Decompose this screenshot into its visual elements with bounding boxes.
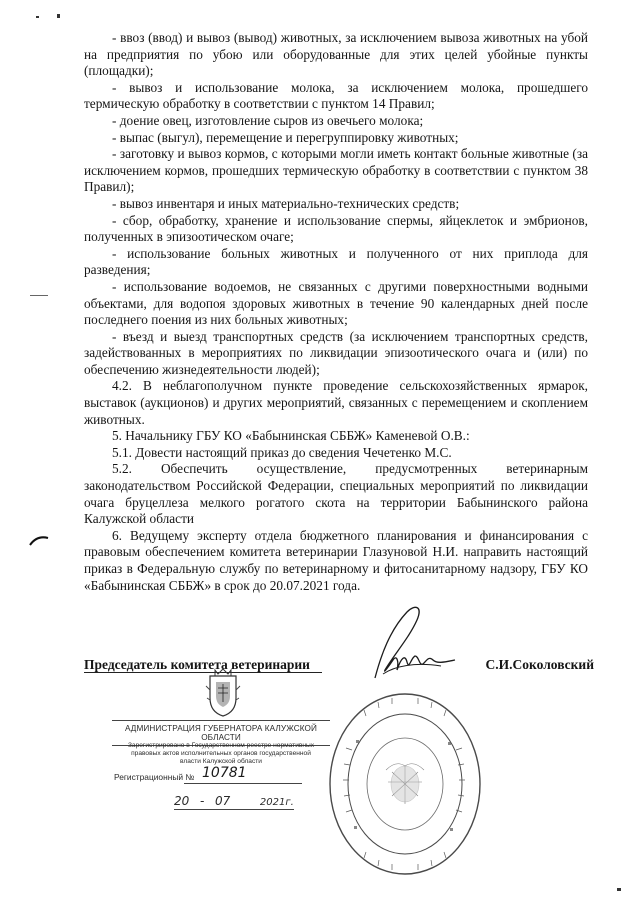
hole-punch-arc bbox=[28, 533, 50, 547]
paragraph: - въезд и выезд транспортных средств (за исключением транспортных средств, задействованных в мероприятиях по ликвидации эпизоотического очага и (или) по обеспечению жизнедеятельности людей); bbox=[84, 328, 588, 377]
scan-dot bbox=[617, 888, 621, 891]
paragraph: - выпас (выгул), перемещение и перегруппировку животных; bbox=[112, 129, 459, 145]
paragraph: - использование водоемов, не связанных с другими поверхностными водными объектами, для водопоя здоровых животных в течение 90 календарных дней после последнего поения из них больных животных; bbox=[84, 278, 588, 328]
registration-number-underline bbox=[184, 783, 302, 784]
order-text bbox=[84, 30, 588, 594]
registration-date-month: 07 bbox=[214, 794, 231, 808]
scan-dot bbox=[57, 14, 60, 18]
paragraph: - вывоз и использование молока, за исключением молока, прошедшего термическую обработку в соответствии с пунктом 14 Правил; bbox=[84, 79, 588, 112]
coat-of-arms-icon bbox=[204, 668, 242, 718]
registration-date-underline bbox=[174, 809, 294, 810]
paragraph: - ввоз (ввод) и вывоз (вывод) животных, за исключением вывоза животных на убой на предприятия по убою или оборудованные для этих целей убойные пункты (площадки); bbox=[84, 30, 588, 79]
scan-dot bbox=[36, 16, 39, 18]
stamp-registry-note: Зарегистрировано в Государственном реестре нормативных правовых актов исполнительных органов государственной власти Калужской области bbox=[127, 742, 315, 766]
paragraph: - сбор, обработку, хранение и использование спермы, яйцеклеток и эмбрионов, полученных в эпизоотическом очаге; bbox=[84, 212, 588, 245]
paragraph: - заготовку и вывоз кормов, с которыми могли иметь контакт больные животные (за исключением кормов, прошедших термическую обработку в соответствии с пунктом 38 Правил); bbox=[84, 146, 588, 195]
stamp-organization: АДМИНИСТРАЦИЯ ГУБЕРНАТОРА КАЛУЖСКОЙ ОБЛАСТИ bbox=[112, 720, 330, 746]
registration-number: 10781 bbox=[202, 765, 247, 781]
scan-dash bbox=[30, 295, 48, 296]
paragraph: - доение овец, изготовление сыров из овечьего молока; bbox=[112, 112, 424, 128]
paragraph: - вывоз инвентаря и иных материально-технических средств; bbox=[112, 195, 460, 211]
paragraph: 4.2. В неблагополучном пункте проведение сельскохозяйственных ярмарок, выставок (аукционов) и других мероприятий, связанных с перемещением и скоплением животных. bbox=[84, 378, 588, 427]
paragraph: 5.2. Обеспечить осуществление, предусмотренных ветеринарным законодательством Российской Федерации, специальных мероприятий по ликвидации очага бруцеллеза мелкого рогатого скота на территории Бабынинского района Калужской области bbox=[84, 461, 588, 527]
paragraph: 5.1. Довести настоящий приказ до сведения Чечетенко М.С. bbox=[112, 444, 452, 460]
registration-date-day: 20 bbox=[174, 794, 190, 808]
registration-date-suffix: г. bbox=[285, 797, 294, 808]
paragraph: 6. Ведущему эксперту отдела бюджетного планирования и финансирования с правовым обеспечением комитета ветеринарии Глазуновой Н.И. направить настоящий приказ в Федеральную службу по ветеринарному и фитосанитарному надзору, ГБУ КО «Бабынинская СББЖ» в срок до 20.07.2021 года. bbox=[84, 527, 588, 593]
registration-stamp bbox=[112, 662, 330, 814]
signatory-title: Председатель комитета ветеринарии bbox=[84, 657, 310, 672]
paragraph: 5. Начальнику ГБУ КО «Бабынинская СББЖ» Каменевой О.В.: bbox=[112, 428, 470, 444]
registration-number-label: Регистрационный № bbox=[114, 772, 195, 782]
official-round-seal bbox=[326, 680, 484, 880]
registration-date-year: 2021 bbox=[259, 797, 286, 808]
paragraph: - использование больных животных и полученного от них приплода для разведения; bbox=[84, 245, 588, 278]
registration-date: 20 - 07 2021г. bbox=[174, 794, 294, 808]
handwritten-signature bbox=[345, 600, 465, 690]
signatory-name: С.И.Соколовский bbox=[485, 657, 594, 672]
